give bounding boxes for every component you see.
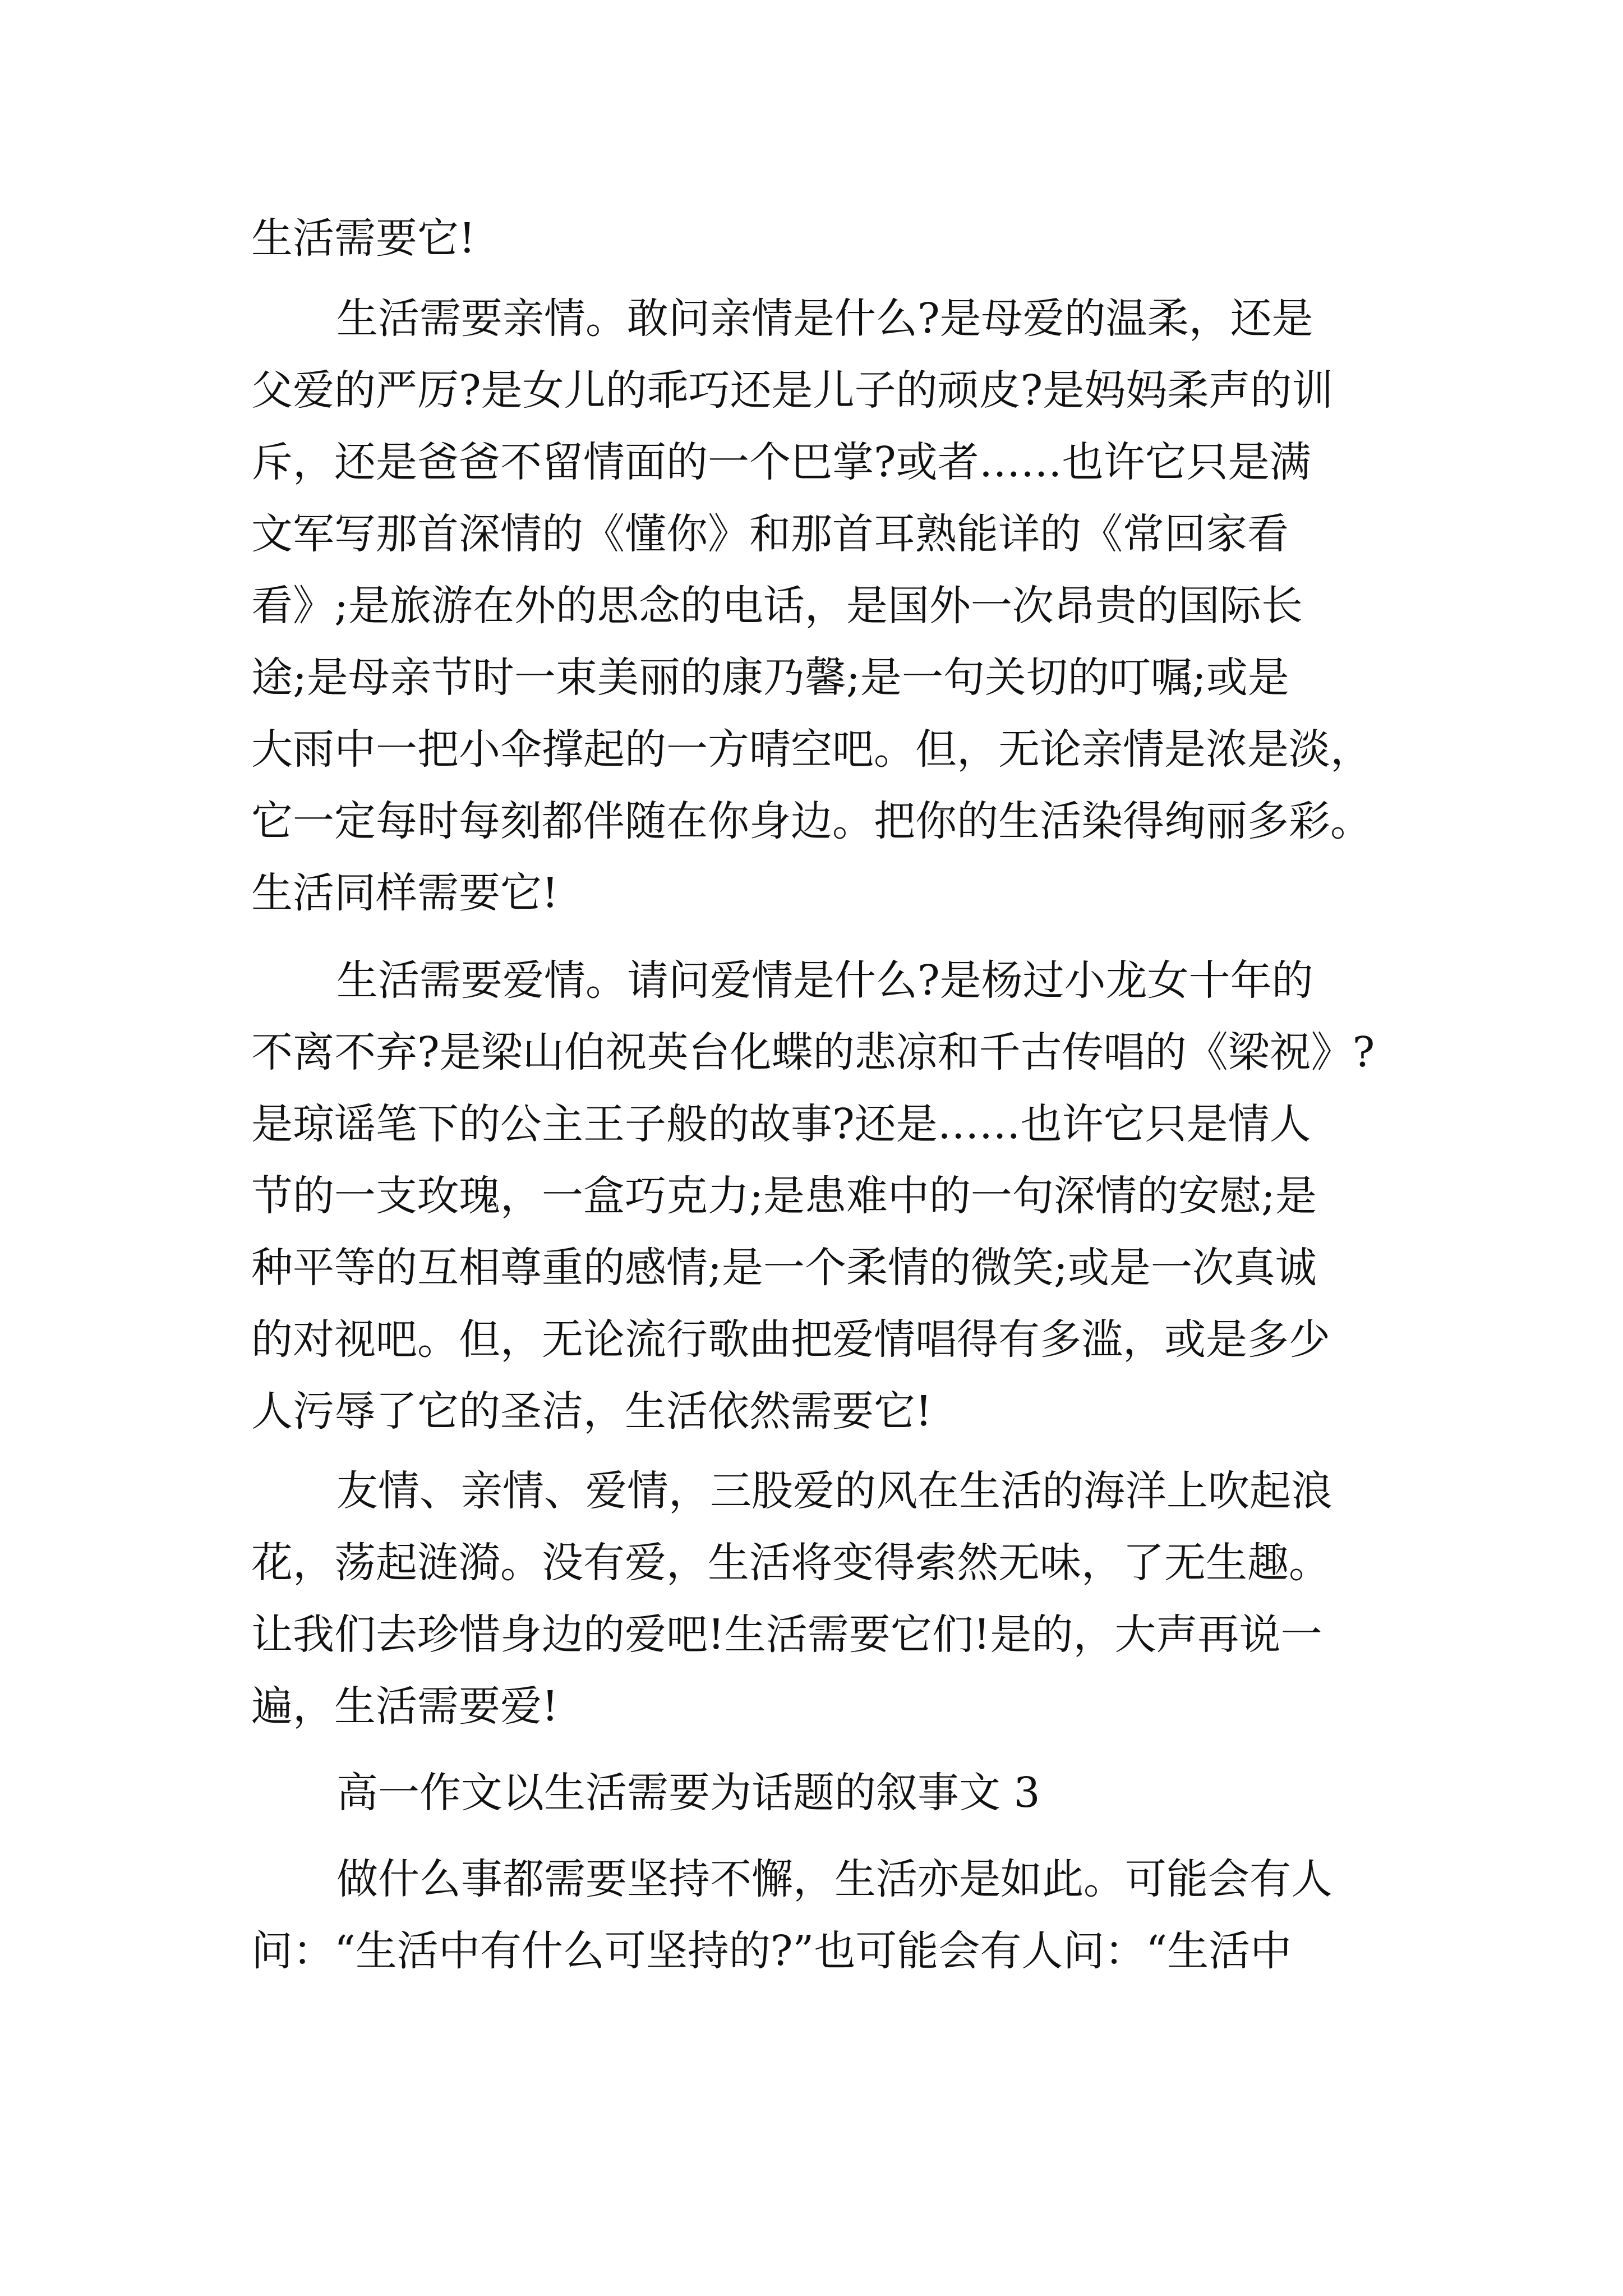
paragraph-start-line: 做什么事都需要坚持不懈，生活亦是如此。可能会有人 [336, 1855, 1332, 1903]
text-line: 节的一支玫瑰，一盒巧克力;是患难中的一句深情的安慰;是 [251, 1172, 1317, 1220]
text-line: 生活同样需要它! [251, 869, 559, 917]
text-line: 花，荡起涟漪。没有爱，生活将变得索然无味，了无生趣。 [251, 1539, 1330, 1587]
paragraph-start-line: 生活需要爱情。请问爱情是什么?是杨过小龙女十年的 [336, 956, 1313, 1005]
text-line: 是琼谣笔下的公主王子般的故事?还是……也许它只是情人 [251, 1100, 1311, 1148]
text-line: 种平等的互相尊重的感情;是一个柔情的微笑;或是一次真诚 [251, 1244, 1317, 1292]
text-line: 它一定每时每刻都伴随在你身边。把你的生活染得绚丽多彩。 [251, 797, 1372, 845]
section-heading: 高一作文以生活需要为话题的叙事文 3 [336, 1769, 1040, 1817]
text-line: 不离不弃?是梁山伯祝英台化蝶的悲凉和千古传唱的《梁祝》? [251, 1028, 1375, 1076]
text-line: 父爱的严厉?是女儿的乖巧还是儿子的顽皮?是妈妈柔声的训 [251, 366, 1334, 415]
text-line: 大雨中一把小伞撑起的一方晴空吧。但，无论亲情是浓是淡， [251, 725, 1372, 774]
paragraph-start-line: 友情、亲情、爱情，三股爱的风在生活的海洋上吹起浪 [336, 1467, 1332, 1515]
text-line: 让我们去珍惜身边的爱吧!生活需要它们!是的，大声再说一 [251, 1611, 1322, 1659]
text-line: 斥，还是爸爸不留情面的一个巴掌?或者……也许它只是满 [251, 438, 1311, 486]
text-line: 途;是母亲节时一束美丽的康乃馨;是一句关切的叮嘱;或是 [251, 654, 1289, 702]
text-line: 文军写那首深情的《懂你》和那首耳熟能详的《常回家看 [251, 510, 1289, 558]
text-line: 生活需要它! [251, 214, 476, 263]
paragraph-start-line: 生活需要亲情。敢问亲情是什么?是母爱的温柔，还是 [336, 295, 1313, 343]
text-line: 看》;是旅游在外的思念的电话，是国外一次昂贵的国际长 [251, 582, 1303, 630]
text-line: 遍，生活需要爱! [251, 1682, 559, 1731]
text-line: 的对视吧。但，无论流行歌曲把爱情唱得有多滥，或是多少 [251, 1315, 1330, 1364]
text-line: 人污辱了它的圣洁，生活依然需要它! [251, 1387, 932, 1435]
text-line: 问：“生活中有什么可坚持的?”也可能会有人问：“生活中 [251, 1927, 1292, 1975]
